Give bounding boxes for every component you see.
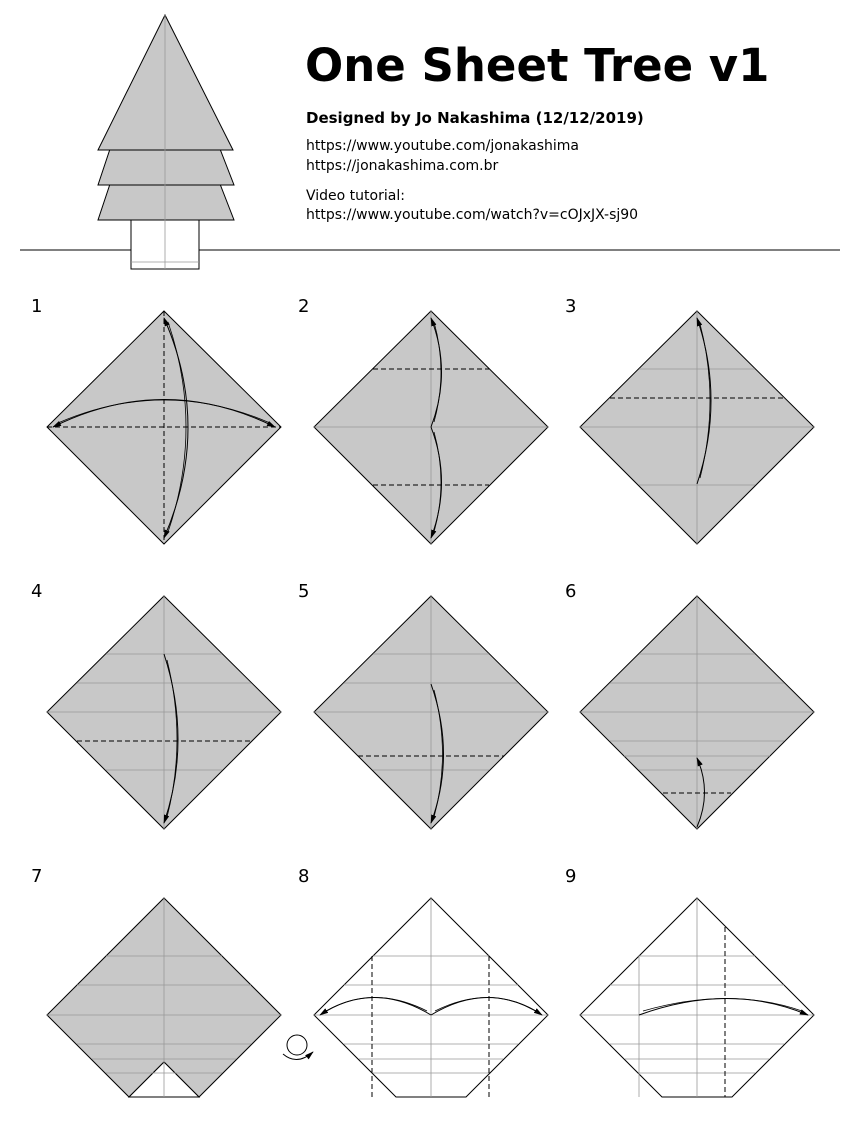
youtube-channel-link[interactable]: https://www.youtube.com/jonakashima: [306, 138, 579, 154]
step-3-diagram: [580, 311, 814, 544]
step-2-diagram: [314, 311, 548, 544]
step-number-3: 3: [565, 296, 577, 317]
designer-credit: Designed by Jo Nakashima (12/12/2019): [306, 109, 644, 127]
step-number-4: 4: [31, 581, 43, 602]
tree-tier-bottom: [98, 184, 234, 220]
step-number-9: 9: [565, 866, 577, 887]
step-6-diagram: [580, 596, 814, 829]
tree-tier-middle: [98, 149, 234, 185]
turn-over-icon: [283, 1035, 313, 1060]
page-title: One Sheet Tree v1: [305, 39, 770, 92]
website-link[interactable]: https://jonakashima.com.br: [306, 158, 499, 174]
step-1-diagram: [47, 311, 281, 544]
step-number-6: 6: [565, 581, 577, 602]
step-number-5: 5: [298, 581, 310, 602]
video-tutorial-link[interactable]: https://www.youtube.com/watch?v=cOJxJX-sj90: [306, 207, 639, 223]
video-tutorial-label: Video tutorial:: [306, 188, 405, 204]
step-number-8: 8: [298, 866, 310, 887]
step-7-diagram: [47, 898, 281, 1097]
tree-illustration: [20, 15, 840, 269]
step-5-diagram: [314, 596, 548, 829]
step-9-diagram: [580, 898, 814, 1097]
step-8-diagram: [314, 898, 548, 1097]
tree-tier-top: [98, 15, 233, 150]
step-number-7: 7: [31, 866, 43, 887]
step-number-1: 1: [31, 296, 43, 317]
step-4-diagram: [47, 596, 281, 829]
step-number-2: 2: [298, 296, 310, 317]
